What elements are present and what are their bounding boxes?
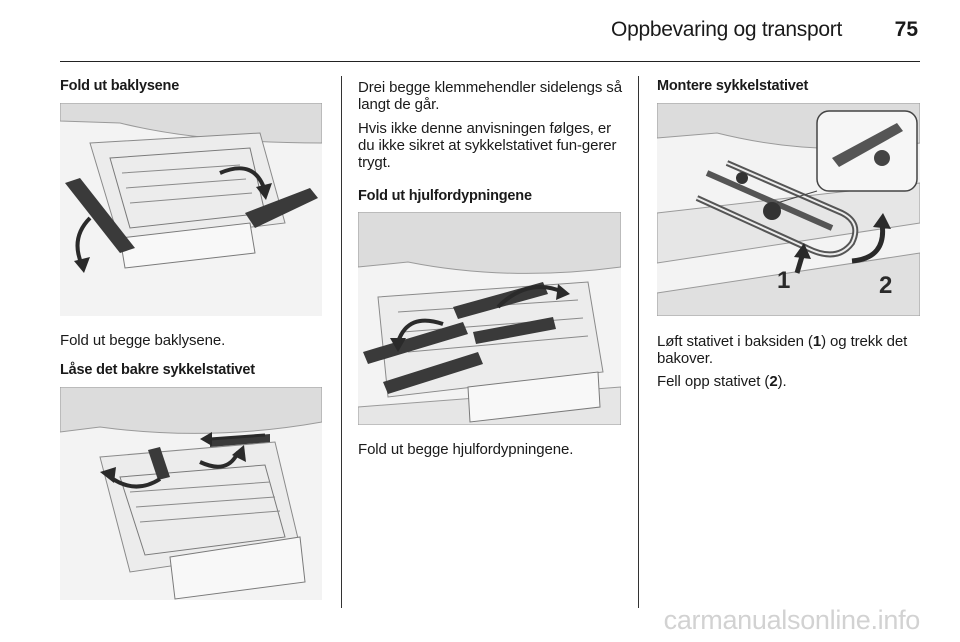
text-fold-out-wheel-holders: Fold ut begge hjulfordypningene.	[358, 441, 574, 458]
column-divider-1	[341, 76, 342, 608]
page-header-title: Oppbevaring og transport	[611, 18, 842, 41]
text-lift-and-pull	[657, 333, 927, 367]
page-number: 75	[894, 18, 918, 41]
watermark: carmanualsonline.info	[663, 605, 920, 635]
heading-fold-out-taillights: Fold ut baklysene	[60, 78, 180, 94]
figure-wheel-holders	[358, 212, 621, 425]
callout-1: 1	[777, 267, 791, 294]
heading-lock-rear-rack: Låse det bakre sykkelstativet	[60, 362, 255, 378]
figure-taillights	[60, 103, 322, 316]
heading-fold-out-wheel-holders: Fold ut hjulfordypningene	[358, 188, 532, 204]
text-safety-warning: Hvis ikke denne anvisningen følges, er du ikke sikret at sykkelstativet fun-gerer trygt.	[358, 120, 617, 171]
text-fold-up-rack-part-a: Fell opp stativet (	[657, 373, 770, 390]
header-rule	[60, 61, 920, 62]
text-lift-and-pull-part-b: ) og trekk det bakover.	[657, 333, 908, 367]
heading-mount-rack: Montere sykkelstativet	[657, 78, 809, 94]
text-fold-out-taillights: Fold ut begge baklysene.	[60, 332, 226, 349]
reference-1: 1	[812, 333, 822, 350]
figure-mount-rack	[657, 103, 920, 316]
reference-2: 2	[769, 373, 778, 390]
text-turn-clamp-levers: Drei begge klemmehendler sidelengs så langt de går.	[358, 79, 622, 113]
callout-2: 2	[879, 272, 893, 299]
text-fold-up-rack	[657, 373, 787, 390]
text-lift-and-pull-part-a: Løft stativet i baksiden (	[657, 333, 813, 350]
text-fold-up-rack-part-b: ).	[777, 373, 787, 390]
column-divider-2	[638, 76, 639, 608]
figure-lock-rack	[60, 387, 322, 600]
